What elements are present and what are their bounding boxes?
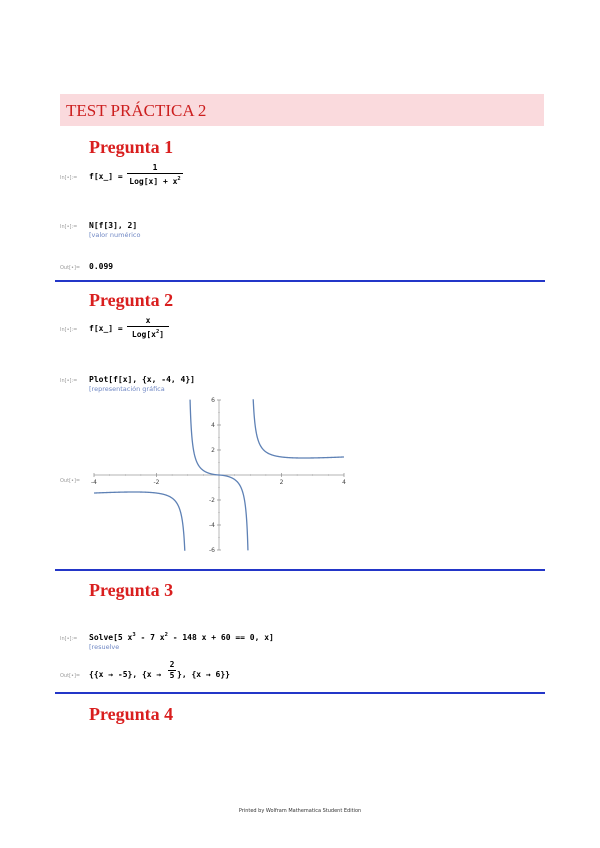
solution-fraction: 2 5 (169, 660, 175, 680)
y-tick-label: -4 (209, 522, 215, 529)
input-cell-numeric[interactable]: N[f[3], 2] (89, 221, 138, 230)
plot-curve-segment (94, 492, 185, 551)
print-footer: Printed by Wolfram Mathematica Student Edition (238, 808, 362, 814)
section-divider (55, 569, 545, 571)
x-tick-label: 4 (342, 479, 346, 486)
output-label: Out[•]= (60, 265, 81, 271)
y-tick-label: -6 (209, 547, 215, 554)
function-plot (88, 396, 350, 556)
section-heading-pregunta-3: Pregunta 3 (89, 580, 174, 600)
fraction-denominator: $Log[x] + x^2$ (129, 176, 181, 186)
x-tick-label: 2 (279, 479, 284, 486)
input-label: In[•]:= (60, 636, 78, 642)
input-cell-plot[interactable]: Plot[f[x], {x, -4, 4}] (89, 375, 195, 384)
input-cell-solve[interactable]: Solve[5 $x^3 - 7$ $x^2 - 148$ x + 60 == 0, x] (89, 632, 274, 642)
fraction-numerator: 1 (152, 163, 158, 172)
y-tick-label: 2 (211, 447, 215, 454)
input-label: In[•]:= (60, 327, 78, 333)
section-divider (55, 692, 545, 694)
section-heading-pregunta-1: Pregunta 1 (89, 137, 174, 157)
y-tick-label: 4 (211, 422, 215, 429)
section-divider (55, 280, 545, 282)
y-tick-label: -2 (209, 497, 215, 504)
notebook-title-bar (60, 94, 544, 126)
input-cell-define-f[interactable] (89, 172, 123, 181)
notebook-title: TEST PRÁCTICA 2 (66, 101, 207, 120)
section-heading-pregunta-2: Pregunta 2 (89, 290, 174, 310)
code-assist-hint[interactable]: [resuelve (89, 643, 120, 651)
fraction-numerator: x (145, 316, 151, 325)
input-cell-define-f[interactable] (89, 324, 123, 333)
output-solutions: {{x → -5}, {x → (89, 670, 162, 679)
input-label: In[•]:= (60, 378, 78, 384)
output-label: Out[•]= (60, 673, 81, 679)
output-label: Out[•]= (60, 478, 81, 484)
output-value: 0.099 (89, 262, 114, 271)
fraction-denominator: $Log[x^2]$ (131, 329, 165, 339)
input-lhs: f[x_] = (89, 172, 123, 181)
y-tick-label: 6 (211, 397, 215, 404)
plot-curve-segment (253, 399, 344, 458)
fraction-expression (127, 163, 183, 187)
input-lhs: f[x_] = (89, 324, 123, 333)
code-assist-hint[interactable]: [valor numérico (89, 231, 141, 239)
code-assist-hint[interactable]: [representación gráfica (89, 385, 165, 393)
x-tick-label: -4 (91, 479, 97, 486)
output-solutions-rest: }, {x → 6}} (177, 670, 230, 679)
section-heading-pregunta-4: Pregunta 4 (89, 704, 174, 724)
input-label: In[•]:= (60, 175, 78, 181)
fraction-expression (127, 316, 169, 340)
input-label: In[•]:= (60, 224, 78, 230)
x-tick-label: -2 (153, 479, 160, 486)
